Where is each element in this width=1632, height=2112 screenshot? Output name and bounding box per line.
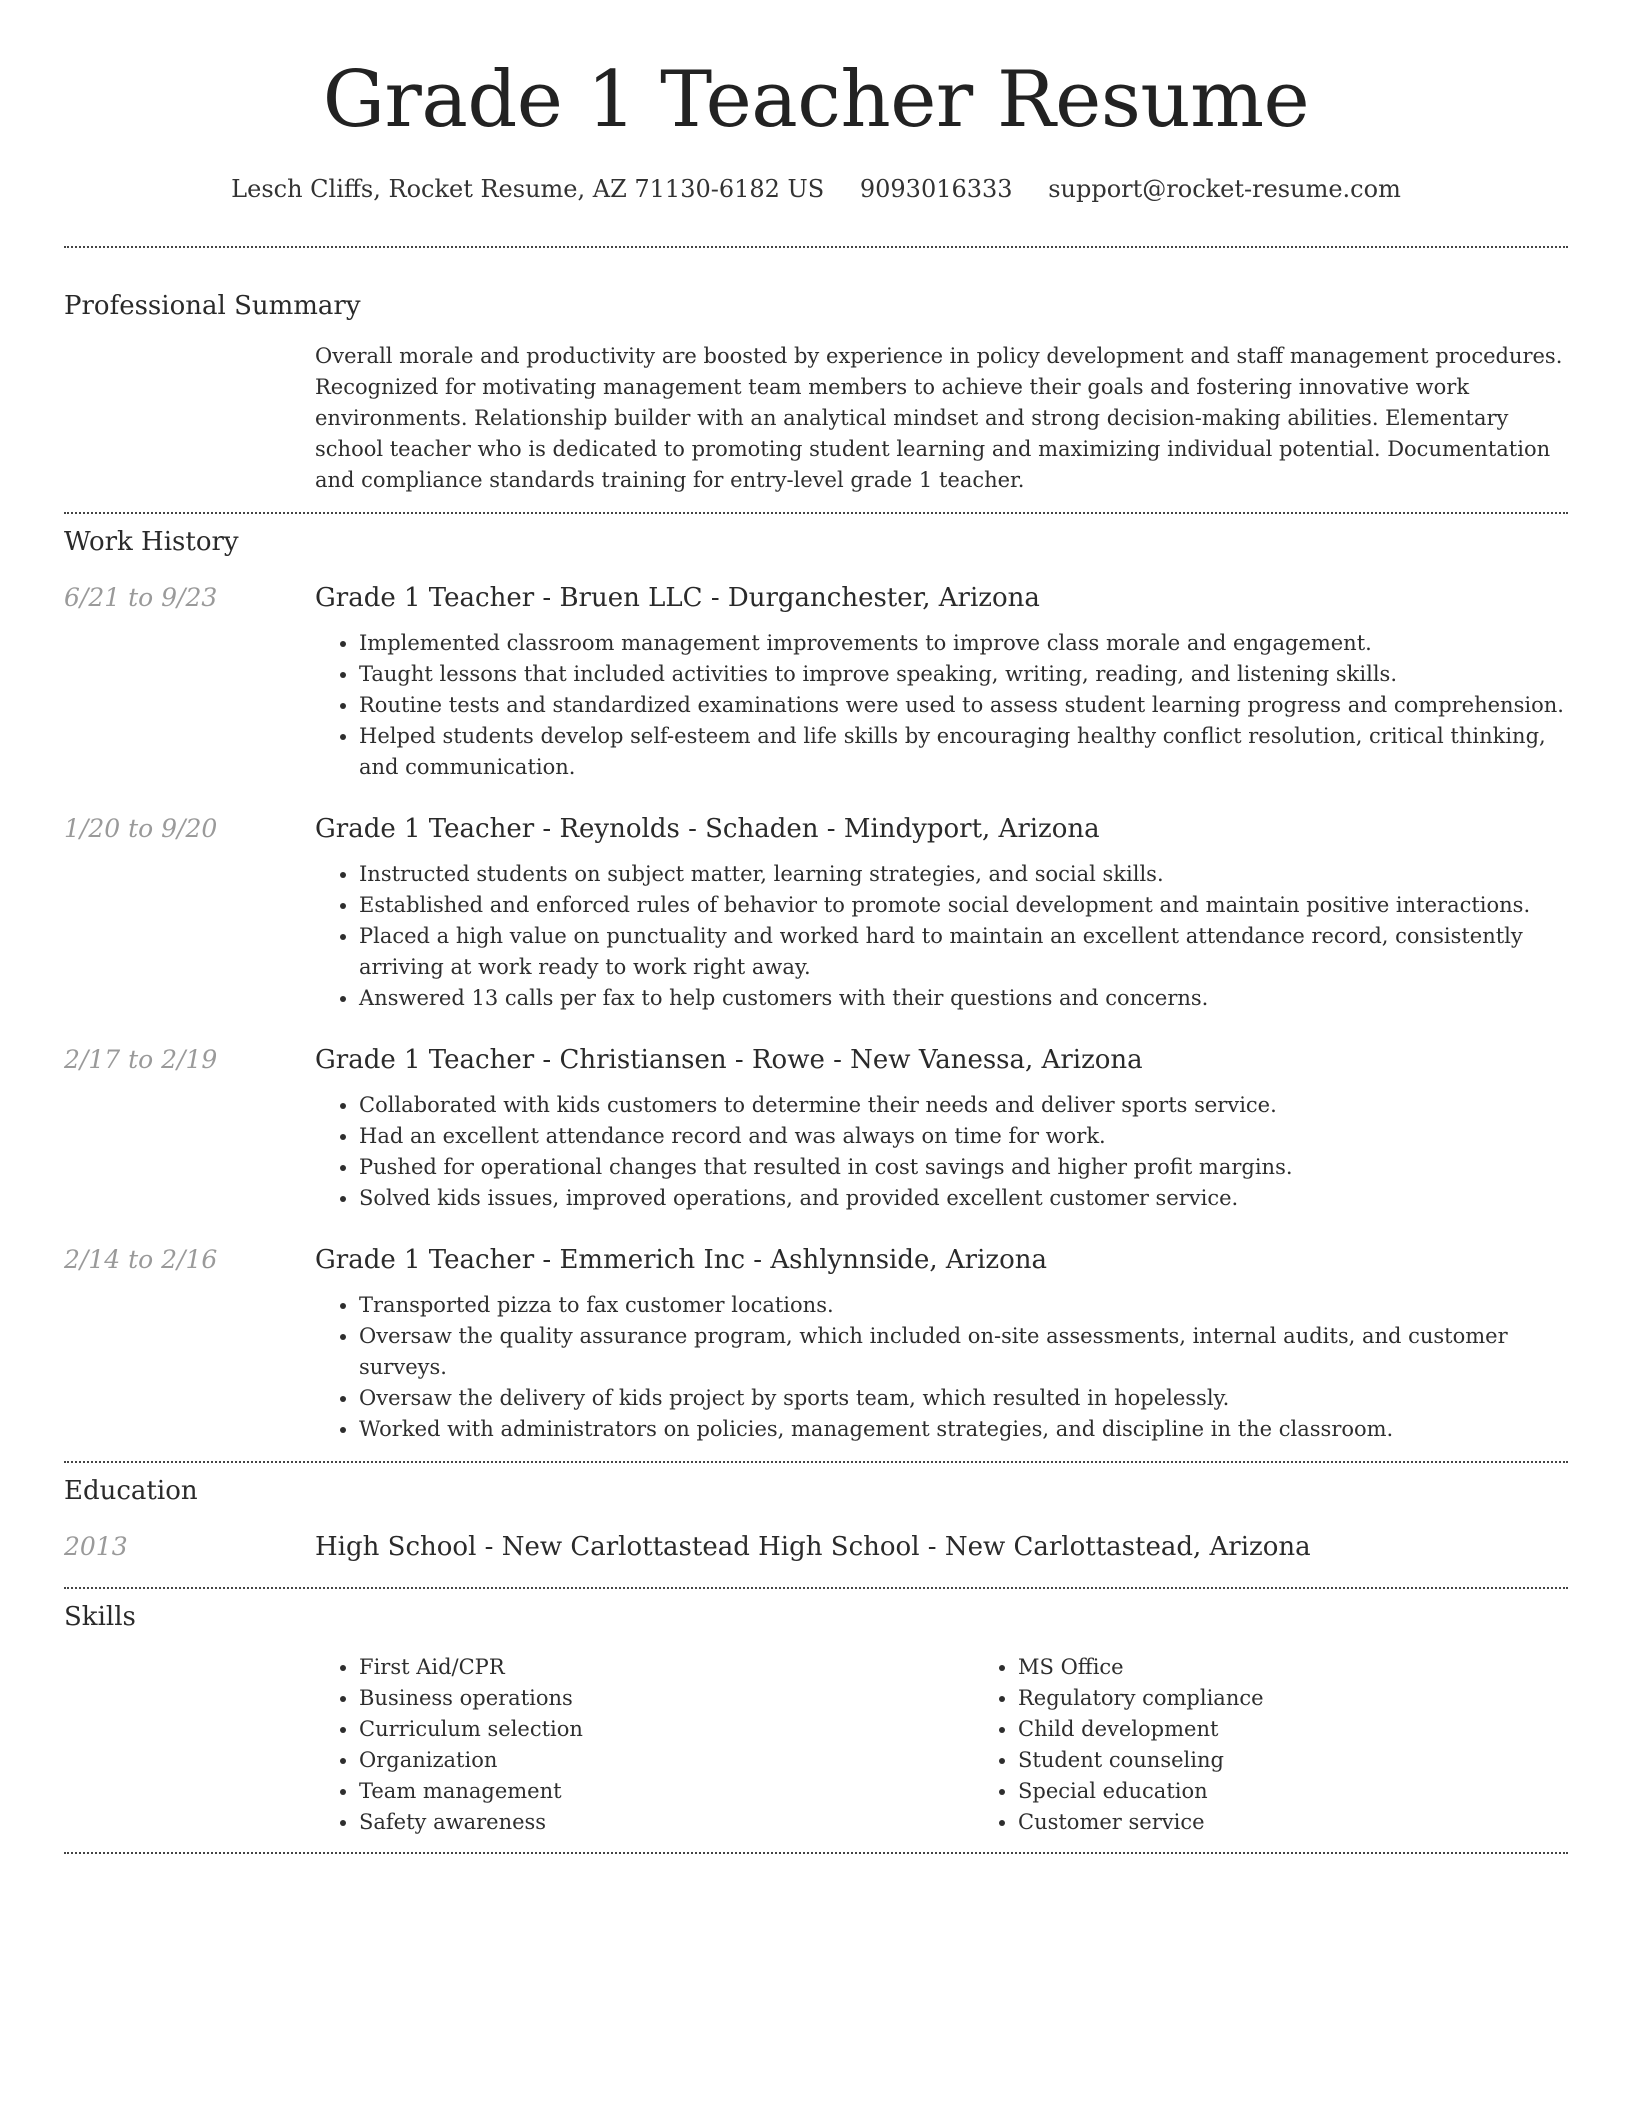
skills-list-left xyxy=(315,1652,974,1838)
job-entry xyxy=(64,811,1568,1014)
contact-email: support@rocket-resume.com xyxy=(1048,175,1401,203)
job-bullets xyxy=(315,1090,1568,1214)
skills-heading: Skills xyxy=(64,1602,136,1632)
job-bullets xyxy=(315,1290,1568,1445)
job-title: Grade 1 Teacher - Emmerich Inc - Ashlynnside, Arizona xyxy=(315,1245,1048,1275)
job-bullet: • Oversaw the delivery of kids project by sports team, which resulted in hopelessly. xyxy=(359,1383,1568,1414)
job-dates: 2/14 to 2/16 xyxy=(64,1245,218,1274)
skill-item: • Curriculum selection xyxy=(359,1714,974,1745)
contact-phone: 9093016333 xyxy=(859,175,1013,203)
skill-item: • Safety awareness xyxy=(359,1807,974,1838)
summary-heading: Professional Summary xyxy=(64,291,361,321)
job-bullet: • Placed a high value on punctuality and worked hard to maintain an excellent attendance record, consistently arriving at work ready to work right away. xyxy=(359,921,1568,983)
skills-spacer xyxy=(64,1652,315,1838)
job-bullet: • Helped students develop self-esteem and life skills by encouraging healthy conflict resolution, critical thinking, and communication. xyxy=(359,721,1568,783)
resume-header xyxy=(0,0,1632,206)
job-bullet: • Established and enforced rules of behavior to promote social development and maintain positive interactions. xyxy=(359,890,1568,921)
job-bullet: • Routine tests and standardized examinations were used to assess student learning progress and comprehension. xyxy=(359,690,1568,721)
skill-item: • Student counseling xyxy=(1018,1745,1632,1776)
job-bullet: • Oversaw the quality assurance program, which included on-site assessments, internal audits, and customer surveys. xyxy=(359,1321,1568,1383)
job-bullet: • Collaborated with kids customers to determine their needs and deliver sports service. xyxy=(359,1090,1568,1121)
job-bullet: • Taught lessons that included activities to improve speaking, writing, reading, and listening skills. xyxy=(359,659,1568,690)
job-title: Grade 1 Teacher - Christiansen - Rowe - New Vanessa, Arizona xyxy=(315,1045,1143,1075)
skills-list-right xyxy=(974,1652,1632,1838)
job-entry xyxy=(64,1242,1568,1445)
job-bullet: • Implemented classroom management improvements to improve class morale and engagement. xyxy=(359,628,1568,659)
skill-item: • Special education xyxy=(1018,1776,1632,1807)
education-section xyxy=(0,1463,1632,1565)
education-entry: High School - New Carlottastead High School - New Carlottastead, Arizona xyxy=(315,1532,1311,1562)
skill-item: • Customer service xyxy=(1018,1807,1632,1838)
job-dates: 6/21 to 9/23 xyxy=(64,583,218,612)
job-bullet: • Transported pizza to fax customer locations. xyxy=(359,1290,1568,1321)
skill-item: • First Aid/CPR xyxy=(359,1652,974,1683)
work-section xyxy=(0,514,1632,1445)
summary-text: Overall morale and productivity are boosted by experience in policy development and staff management procedures. Recognized for motivating management team members to achieve their goals and fostering innovative work environments. Relationship builder with an analytical mindset and strong decision-making abilities. Elementary school teacher who is dedicated to promoting student learning and maximizing individual potential. Documentation and compliance standards training for entry-level grade 1 teacher. xyxy=(315,344,1563,492)
resume-title: Grade 1 Teacher Resume xyxy=(322,55,1310,145)
skill-item: • Business operations xyxy=(359,1683,974,1714)
job-entry xyxy=(64,580,1568,783)
skill-item: • Child development xyxy=(1018,1714,1632,1745)
contact-address: Lesch Cliffs, Rocket Resume, AZ 71130-6182 US xyxy=(231,175,825,203)
job-dates: 1/20 to 9/20 xyxy=(64,814,218,843)
job-bullets xyxy=(315,859,1568,1014)
education-year: 2013 xyxy=(64,1532,128,1561)
job-bullet: • Answered 13 calls per fax to help customers with their questions and concerns. xyxy=(359,983,1568,1014)
skills-section xyxy=(0,1589,1632,1838)
summary-spacer xyxy=(64,341,315,496)
job-bullet: • Worked with administrators on policies, management strategies, and discipline in the classroom. xyxy=(359,1414,1568,1445)
job-bullets xyxy=(315,628,1568,783)
job-entry xyxy=(64,1042,1568,1214)
job-title: Grade 1 Teacher - Reynolds - Schaden - Mindyport, Arizona xyxy=(315,814,1100,844)
job-bullet: • Had an excellent attendance record and was always on time for work. xyxy=(359,1121,1568,1152)
job-dates: 2/17 to 2/19 xyxy=(64,1045,218,1074)
skill-item: • Regulatory compliance xyxy=(1018,1683,1632,1714)
job-bullet: • Instructed students on subject matter, learning strategies, and social skills. xyxy=(359,859,1568,890)
skill-item: • Team management xyxy=(359,1776,974,1807)
job-bullet: • Solved kids issues, improved operations, and provided excellent customer service. xyxy=(359,1183,1568,1214)
skill-item: • Organization xyxy=(359,1745,974,1776)
education-heading: Education xyxy=(64,1476,198,1506)
job-bullet: • Pushed for operational changes that resulted in cost savings and higher profit margins. xyxy=(359,1152,1568,1183)
work-heading: Work History xyxy=(64,527,239,557)
skill-item: • MS Office xyxy=(1018,1652,1632,1683)
divider xyxy=(64,1852,1568,1854)
summary-section xyxy=(0,248,1632,496)
job-title: Grade 1 Teacher - Bruen LLC - Durganchester, Arizona xyxy=(315,583,1040,613)
contact-line xyxy=(0,172,1632,206)
